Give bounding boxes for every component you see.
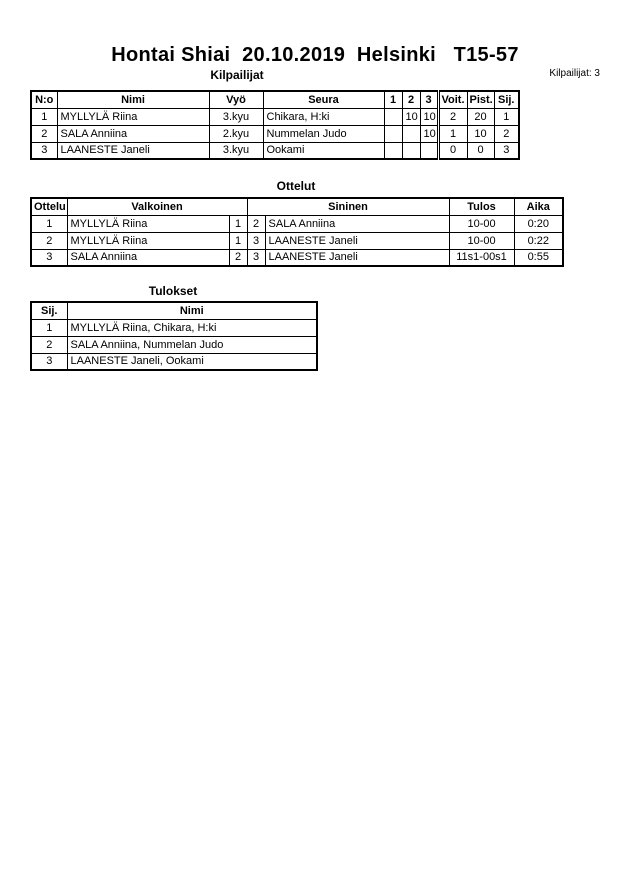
cell-sij: 2 bbox=[494, 125, 519, 142]
kilpailijat-header-row bbox=[31, 91, 519, 108]
cell-score-2 bbox=[402, 142, 420, 159]
result-row bbox=[31, 336, 317, 353]
competitor-row bbox=[31, 125, 519, 142]
cell-nimi: SALA Anniina bbox=[57, 125, 209, 142]
kilpailijat-table bbox=[30, 90, 520, 160]
cell-sininen: LAANESTE Janeli bbox=[265, 249, 449, 266]
cell-tulos: 11s1-00s1 bbox=[449, 249, 514, 266]
cell-vyo: 3.kyu bbox=[209, 142, 263, 159]
col-header-no: N:o bbox=[31, 91, 57, 108]
section-title-kilpailijat: Kilpailijat bbox=[210, 68, 264, 82]
cell-sininen: LAANESTE Janeli bbox=[265, 232, 449, 249]
cell-score-3: 10 bbox=[420, 108, 438, 125]
cell-nimi: MYLLYLÄ Riina bbox=[57, 108, 209, 125]
tulokset-table bbox=[30, 301, 318, 371]
cell-valkoinen: MYLLYLÄ Riina bbox=[67, 232, 229, 249]
col-header-valkoinen: Valkoinen bbox=[67, 198, 247, 215]
cell-aika: 0:55 bbox=[514, 249, 563, 266]
cell-ottelu: 1 bbox=[31, 215, 67, 232]
cell-nimi: LAANESTE Janeli bbox=[57, 142, 209, 159]
competitor-row bbox=[31, 108, 519, 125]
cell-blue-number: 3 bbox=[247, 232, 265, 249]
cell-blue-number: 2 bbox=[247, 215, 265, 232]
cell-white-number: 1 bbox=[229, 232, 247, 249]
cell-seura: Ookami bbox=[263, 142, 384, 159]
cell-sij: 3 bbox=[31, 353, 67, 370]
cell-nimi: MYLLYLÄ Riina, Chikara, H:ki bbox=[67, 319, 317, 336]
cell-no: 3 bbox=[31, 142, 57, 159]
cell-valkoinen: MYLLYLÄ Riina bbox=[67, 215, 229, 232]
cell-nimi: LAANESTE Janeli, Ookami bbox=[67, 353, 317, 370]
match-row bbox=[31, 249, 563, 266]
col-header-nimi: Nimi bbox=[57, 91, 209, 108]
page-title: Hontai Shiai 20.10.2019 Helsinki T15-57 bbox=[111, 44, 519, 66]
col-header-2: 2 bbox=[402, 91, 420, 108]
col-header-nimi: Nimi bbox=[67, 302, 317, 319]
ottelut-table bbox=[30, 197, 564, 267]
cell-white-number: 2 bbox=[229, 249, 247, 266]
col-header-ottelu: Ottelu bbox=[31, 198, 67, 215]
cell-white-number: 1 bbox=[229, 215, 247, 232]
cell-tulos: 10-00 bbox=[449, 232, 514, 249]
cell-ottelu: 3 bbox=[31, 249, 67, 266]
cell-vyo: 3.kyu bbox=[209, 108, 263, 125]
cell-score-1 bbox=[384, 108, 402, 125]
result-row bbox=[31, 319, 317, 336]
col-header-voit: Voit. bbox=[438, 91, 467, 108]
match-row bbox=[31, 232, 563, 249]
cell-pist: 10 bbox=[467, 125, 494, 142]
cell-seura: Chikara, H:ki bbox=[263, 108, 384, 125]
cell-tulos: 10-00 bbox=[449, 215, 514, 232]
cell-pist: 20 bbox=[467, 108, 494, 125]
col-header-3: 3 bbox=[420, 91, 438, 108]
col-header-tulos: Tulos bbox=[449, 198, 514, 215]
col-header-sij: Sij. bbox=[31, 302, 67, 319]
cell-sij: 1 bbox=[31, 319, 67, 336]
section-title-ottelut: Ottelut bbox=[276, 179, 316, 193]
cell-voit: 2 bbox=[438, 108, 467, 125]
result-row bbox=[31, 353, 317, 370]
cell-no: 1 bbox=[31, 108, 57, 125]
cell-sij: 2 bbox=[31, 336, 67, 353]
col-header-vyo: Vyö bbox=[209, 91, 263, 108]
col-header-aika: Aika bbox=[514, 198, 563, 215]
cell-score-1 bbox=[384, 142, 402, 159]
cell-nimi: SALA Anniina, Nummelan Judo bbox=[67, 336, 317, 353]
col-header-seura: Seura bbox=[263, 91, 384, 108]
cell-score-1 bbox=[384, 125, 402, 142]
ottelut-header-row bbox=[31, 198, 563, 215]
cell-score-3 bbox=[420, 142, 438, 159]
competitor-row bbox=[31, 142, 519, 159]
cell-sij: 3 bbox=[494, 142, 519, 159]
cell-voit: 0 bbox=[438, 142, 467, 159]
cell-sij: 1 bbox=[494, 108, 519, 125]
cell-vyo: 2.kyu bbox=[209, 125, 263, 142]
cell-score-3: 10 bbox=[420, 125, 438, 142]
cell-valkoinen: SALA Anniina bbox=[67, 249, 229, 266]
cell-aika: 0:22 bbox=[514, 232, 563, 249]
cell-score-2 bbox=[402, 125, 420, 142]
competitors-count: Kilpailijat: 3 bbox=[549, 68, 600, 79]
tulokset-header-row bbox=[31, 302, 317, 319]
section-title-tulokset: Tulokset bbox=[148, 284, 198, 298]
cell-no: 2 bbox=[31, 125, 57, 142]
col-header-sij: Sij. bbox=[494, 91, 519, 108]
cell-blue-number: 3 bbox=[247, 249, 265, 266]
col-header-1: 1 bbox=[384, 91, 402, 108]
cell-pist: 0 bbox=[467, 142, 494, 159]
cell-aika: 0:20 bbox=[514, 215, 563, 232]
col-header-sininen: Sininen bbox=[247, 198, 449, 215]
match-row bbox=[31, 215, 563, 232]
cell-seura: Nummelan Judo bbox=[263, 125, 384, 142]
cell-voit: 1 bbox=[438, 125, 467, 142]
cell-ottelu: 2 bbox=[31, 232, 67, 249]
col-header-pist: Pist. bbox=[467, 91, 494, 108]
cell-score-2: 10 bbox=[402, 108, 420, 125]
cell-sininen: SALA Anniina bbox=[265, 215, 449, 232]
